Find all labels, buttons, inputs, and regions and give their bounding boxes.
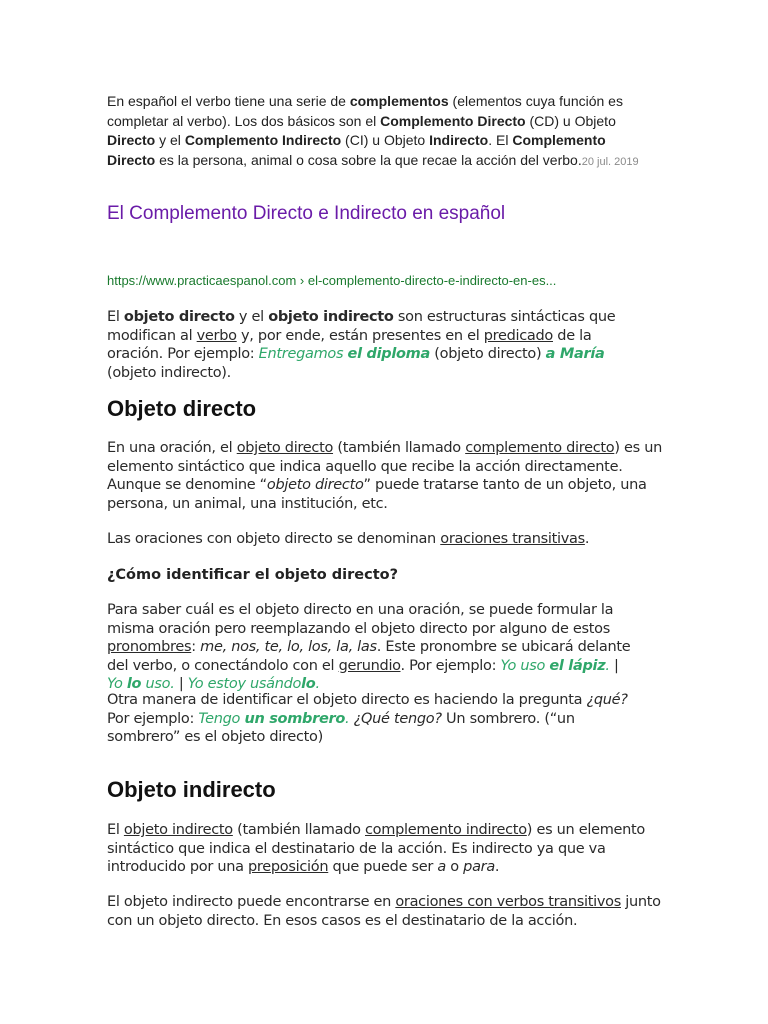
text: (CD) u Objeto — [525, 112, 616, 129]
italic-term: para — [463, 859, 495, 875]
example-bold: el diploma — [347, 346, 430, 362]
heading-objeto-directo: Objeto directo — [107, 396, 257, 421]
text: (CI) u Objeto — [341, 132, 430, 148]
objeto-directo-link[interactable]: objeto directo — [236, 440, 334, 456]
text: junto con un objeto directo. En esos casos es el destinatario de la acción. — [107, 894, 661, 929]
text: En una oración, el — [107, 440, 237, 456]
text: (también llamado — [333, 440, 466, 456]
text: ) es un elemento sintáctico que indica el destinatario de la acción. Es indirecto ya que va introducido por una — [107, 822, 645, 875]
bold-term: Complemento Directo — [107, 132, 606, 168]
text: de la oración. Por ejemplo: — [107, 327, 592, 362]
text: Para saber cuál es el objeto directo en una oración, se puede formular la misma oración pero reemplazando el objeto directo por alguno de estos — [107, 602, 614, 637]
text: . — [494, 859, 500, 875]
text: o — [445, 859, 464, 875]
example-bold: lo — [301, 676, 316, 692]
text: son estructuras sintácticas que modifican al — [107, 309, 616, 344]
bold-term: objeto indirecto — [268, 309, 394, 325]
identificar-paragraph — [107, 601, 635, 694]
bold-term: Directo — [107, 132, 156, 148]
text: y, por ende, están presentes en el — [236, 327, 484, 344]
text: . — [584, 531, 590, 547]
example-bold: el lápiz — [549, 657, 606, 674]
result-title-link[interactable]: El Complemento Directo e Indirecto en español — [107, 203, 506, 224]
snippet-date: 20 jul. 2019 — [581, 155, 639, 168]
text: que puede ser — [328, 859, 438, 875]
text: (objeto directo) — [429, 346, 546, 362]
text: : — [191, 639, 201, 655]
italic-term: ¿qué? — [586, 692, 628, 708]
pregunta-paragraph — [107, 691, 652, 747]
separator: | — [174, 676, 188, 692]
example-text: Yo uso — [500, 657, 550, 674]
text: Otra manera de identificar el objeto directo es haciendo la pregunta — [107, 692, 587, 708]
example-text: Entregamos — [258, 346, 348, 362]
italic-term: me, nos, te, lo, los, la, las — [200, 639, 377, 655]
example-text: Yo — [107, 676, 127, 692]
text: El — [107, 309, 124, 325]
complemento-directo-link[interactable]: complemento directo — [465, 440, 615, 456]
example-bold: lo — [126, 676, 142, 692]
result-url[interactable]: https://www.practicaespanol.com › el-complemento-directo-e-indirecto-en-es... — [107, 273, 557, 288]
bold-term: Indirecto — [429, 132, 489, 148]
italic-term: ¿Qué tengo? — [353, 710, 442, 727]
example-bold: un sombrero — [244, 710, 346, 727]
italic-term: objeto directo — [266, 477, 364, 493]
example-text: Yo estoy usándo — [187, 676, 302, 692]
example-text: Tengo — [198, 710, 245, 727]
example-text: . — [345, 710, 354, 727]
oraciones-con-verbos-transitivos-link[interactable]: oraciones con verbos transitivos — [395, 894, 621, 910]
text: Por ejemplo: — [107, 710, 199, 727]
predicado-link[interactable]: predicado — [483, 327, 553, 344]
bold-term: objeto directo — [123, 309, 235, 325]
subheading-como-identificar: ¿Cómo identificar el objeto directo? — [107, 567, 399, 583]
snippet-text — [107, 92, 647, 172]
search-result — [107, 203, 667, 225]
example-text: uso. — [141, 676, 175, 692]
intro-paragraph — [107, 308, 647, 382]
gerundio-link[interactable]: gerundio — [338, 657, 401, 674]
text: Las oraciones con objeto directo se denominan — [107, 531, 441, 547]
oraciones-transitivas-link[interactable]: oraciones transitivas — [440, 531, 585, 547]
verbo-link[interactable]: verbo — [196, 327, 237, 344]
example-text: . — [605, 657, 610, 674]
text: El — [107, 822, 124, 838]
text: (objeto indirecto). — [107, 364, 231, 381]
text: (también llamado — [232, 822, 365, 838]
pronombres-link[interactable]: pronombres — [107, 639, 192, 655]
text: ) es un elemento sintáctico que indica aquello que recibe la acción directamente. Aunque se denomine “ — [107, 440, 662, 493]
heading-objeto-indirecto: Objeto indirecto — [107, 777, 276, 802]
text: . Por ejemplo: — [400, 657, 501, 674]
preposicion-link[interactable]: preposición — [248, 859, 329, 875]
example-text: . — [315, 676, 320, 692]
transitivas-paragraph — [107, 530, 662, 549]
complemento-indirecto-link[interactable]: complemento indirecto — [365, 822, 527, 838]
text: y el — [155, 132, 185, 148]
objeto-indirecto-link[interactable]: objeto indirecto — [123, 822, 233, 838]
italic-term: a — [437, 859, 446, 875]
bold-term: complementos — [349, 93, 449, 109]
example-bold: a María — [545, 346, 605, 362]
text: y el — [234, 309, 269, 325]
objeto-directo-paragraph — [107, 439, 662, 513]
transitivos-paragraph — [107, 893, 662, 930]
text: El objeto indirecto puede encontrarse en — [107, 894, 396, 910]
text: ” puede tratarse tanto de un objeto, una persona, un animal, una institución, etc. — [107, 477, 647, 512]
text: En español el verbo tiene una serie de — [107, 93, 350, 109]
objeto-indirecto-paragraph — [107, 821, 662, 877]
text: . El — [488, 132, 513, 148]
featured-snippet — [107, 92, 647, 172]
separator: | — [609, 657, 619, 674]
text: (elementos cuya función es completar al verbo). Los dos básicos son el — [107, 93, 623, 129]
bold-term: Complemento Directo — [380, 112, 526, 129]
text: es la persona, animal o cosa sobre la que recae la acción del verbo. — [155, 151, 582, 168]
text: . Este pronombre se ubicará delante del verbo, o conectándolo con el — [107, 639, 631, 674]
text: Un sombrero. (“un sombrero” es el objeto directo) — [107, 710, 575, 745]
bold-term: Complemento Indirecto — [184, 132, 342, 148]
